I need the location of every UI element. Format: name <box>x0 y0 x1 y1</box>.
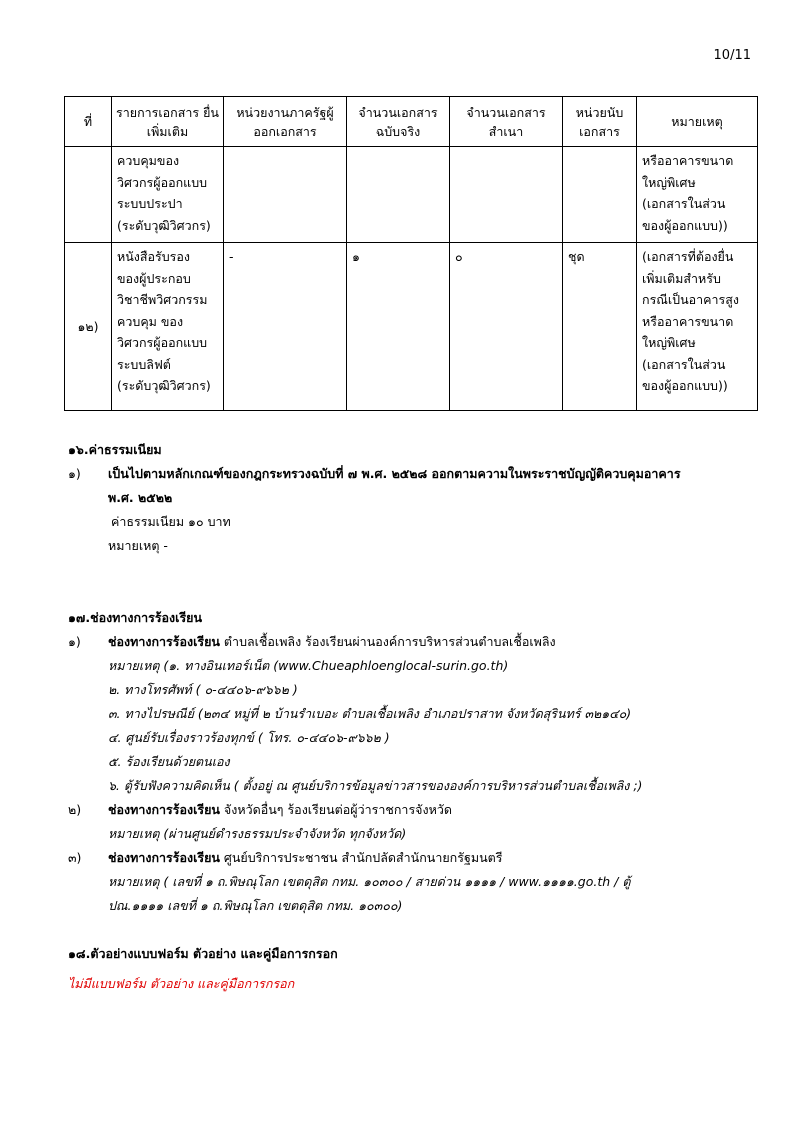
remark-line: เพิ่มเติมสำหรับ <box>642 270 721 286</box>
forms-note: ไม่มีแบบฟอร์ม ตัวอย่าง และคู่มือการกรอก <box>68 976 295 991</box>
item-line: วิชาชีพวิศวกรรม <box>117 292 208 307</box>
channel-number: ๑) <box>68 634 81 649</box>
channel-title <box>108 798 452 822</box>
channel-note: ๒. ทางโทรศัพท์ ( ๐-๔๔๐๖-๙๖๖๒ ) <box>108 682 298 697</box>
item-line: หนังสือรับรอง <box>117 249 190 264</box>
channel-title <box>108 630 556 654</box>
cell-agency: - <box>224 243 347 411</box>
fees-heading: ๑๖.ค่าธรรมเนียม <box>68 442 162 457</box>
documents-table <box>64 96 758 411</box>
header-copy: จำนวนเอกสาร สำเนา <box>450 97 563 147</box>
remark-line: ใหญ่พิเศษ <box>642 335 696 350</box>
cell-no: ๑๒) <box>65 243 112 411</box>
cell-copy <box>450 147 563 243</box>
item-line: วิศวกรผู้ออกแบบ <box>117 174 208 190</box>
channel-label: ช่องทางการร้องเรียน <box>108 802 220 817</box>
channel-label: ช่องทางการร้องเรียน <box>108 634 220 649</box>
header-item: รายการเอกสาร ยื่นเพิ่มเติม <box>112 97 224 147</box>
table-header-row <box>65 97 758 147</box>
channel-number: ๒) <box>68 802 82 817</box>
remark-line: (เอกสารที่ต้องยื่น <box>642 249 734 264</box>
header-remark: หมายเหตุ <box>637 97 758 147</box>
item-line: วิศวกรผู้ออกแบบ <box>117 335 208 350</box>
header-unit: หน่วยนับ เอกสาร <box>563 97 637 147</box>
header-original: จำนวนเอกสาร ฉบับจริง <box>347 97 450 147</box>
item-line: (ระดับวุฒิวิศวกร) <box>117 378 211 393</box>
cell-no <box>65 147 112 243</box>
fees-description-line: พ.ศ. ๒๕๒๒ <box>108 490 173 505</box>
item-line: ของผู้ประกอบ <box>117 270 191 286</box>
channel-detail: จังหวัดอื่นๆ ร้องเรียนต่อผู้ว่าราชการจังหวัด <box>219 802 452 817</box>
channel-note: หมายเหตุ ( เลขที่ ๑ ถ.พิษณุโลก เขตดุสิต กทม. ๑๐๓๐๐ / สายด่วน ๑๑๑๑ / www.๑๑๑๑.go.th / ตู้ <box>108 874 631 889</box>
channel-note: ปณ.๑๑๑๑ เลขที่ ๑ ถ.พิษณุโลก เขตดุสิต กทม. ๑๐๓๐๐) <box>108 898 403 913</box>
channel-note: ๓. ทางไปรษณีย์ (๒๓๔ หมู่ที่ ๒ บ้านรำเบอะ ตำบลเชื้อเพลิง อำเภอปราสาท จังหวัดสุรินทร์ ๓๒๑๔๐) <box>108 706 632 721</box>
item-line: ควบคุมของ <box>117 153 180 168</box>
header-no: ที่ <box>65 97 112 147</box>
remark-line: หรืออาคารขนาด <box>642 313 734 329</box>
channel-note: ๕. ร้องเรียนด้วยตนเอง <box>108 754 230 769</box>
complaints-heading: ๑๗.ช่องทางการร้องเรียน <box>68 610 203 625</box>
channel-note: ๖. ตู้รับฟังความคิดเห็น ( ตั้งอยู่ ณ ศูนย์บริการข้อมูลข่าวสารขององค์การบริหารส่วนตำบลเชื้อเพลิง ;) <box>108 778 643 793</box>
remark-line: ของผู้ออกแบบ)) <box>642 378 728 393</box>
item-line: ระบบประปา <box>117 196 183 211</box>
item-line: ระบบลิฟต์ <box>117 356 171 372</box>
cell-item <box>112 147 224 243</box>
fees-item-number: ๑) <box>68 466 81 481</box>
channel-note: หมายเหตุ (ผ่านศูนย์ดำรงธรรมประจำจังหวัด ทุกจังหวัด) <box>108 826 407 841</box>
cell-unit: ชุด <box>563 243 637 411</box>
cell-unit <box>563 147 637 243</box>
remark-line: (เอกสารในส่วน <box>642 356 726 372</box>
channel-label: ช่องทางการร้องเรียน <box>108 850 220 865</box>
remark-line: กรณีเป็นอาคารสูง <box>642 292 739 307</box>
channel-note: หมายเหตุ (๑. ทางอินเทอร์เน็ต (www.Chueaphloenglocal-surin.go.th) <box>108 658 509 673</box>
channel-title <box>108 846 502 870</box>
item-line: (ระดับวุฒิวิศวกร) <box>117 217 211 233</box>
channel-detail: ตำบลเชื้อเพลิง ร้องเรียนผ่านองค์การบริหารส่วนตำบลเชื้อเพลิง <box>219 634 556 649</box>
cell-item <box>112 243 224 411</box>
channel-number: ๓) <box>68 850 82 865</box>
fee-amount: ค่าธรรมเนียม ๑๐ บาท <box>111 514 231 529</box>
remark-line: หรืออาคารขนาด <box>642 153 734 168</box>
cell-original: ๑ <box>347 243 450 411</box>
fees-remark: หมายเหตุ - <box>108 538 168 553</box>
cell-remark <box>637 243 758 411</box>
channel-note: ๔. ศูนย์รับเรื่องราวร้องทุกข์ ( โทร. ๐-๔๔๐๖-๙๖๖๒ ) <box>108 730 390 745</box>
channel-detail: ศูนย์บริการประชาชน สำนักปลัดสำนักนายกรัฐมนตรี <box>219 850 503 865</box>
fees-description-line: เป็นไปตามหลักเกณฑ์ของกฎกระทรวงฉบับที่ ๗ พ.ศ. ๒๕๒๘ ออกตามความในพระราชบัญญัติควบคุมอาคาร <box>108 466 681 481</box>
remark-line: ใหญ่พิเศษ <box>642 174 696 190</box>
item-line: ควบคุม ของ <box>117 313 184 329</box>
cell-agency <box>224 147 347 243</box>
forms-heading: ๑๘.ตัวอย่างแบบฟอร์ม ตัวอย่าง และคู่มือการกรอก <box>68 946 338 961</box>
table-row <box>65 243 758 411</box>
header-agency: หน่วยงานภาครัฐผู้ ออกเอกสาร <box>224 97 347 147</box>
remark-line: ของผู้ออกแบบ)) <box>642 217 728 233</box>
cell-original <box>347 147 450 243</box>
table-row <box>65 147 758 243</box>
cell-remark <box>637 147 758 243</box>
remark-line: (เอกสารในส่วน <box>642 196 726 211</box>
cell-copy: ๐ <box>450 243 563 411</box>
page-number: 10/11 <box>713 48 751 63</box>
